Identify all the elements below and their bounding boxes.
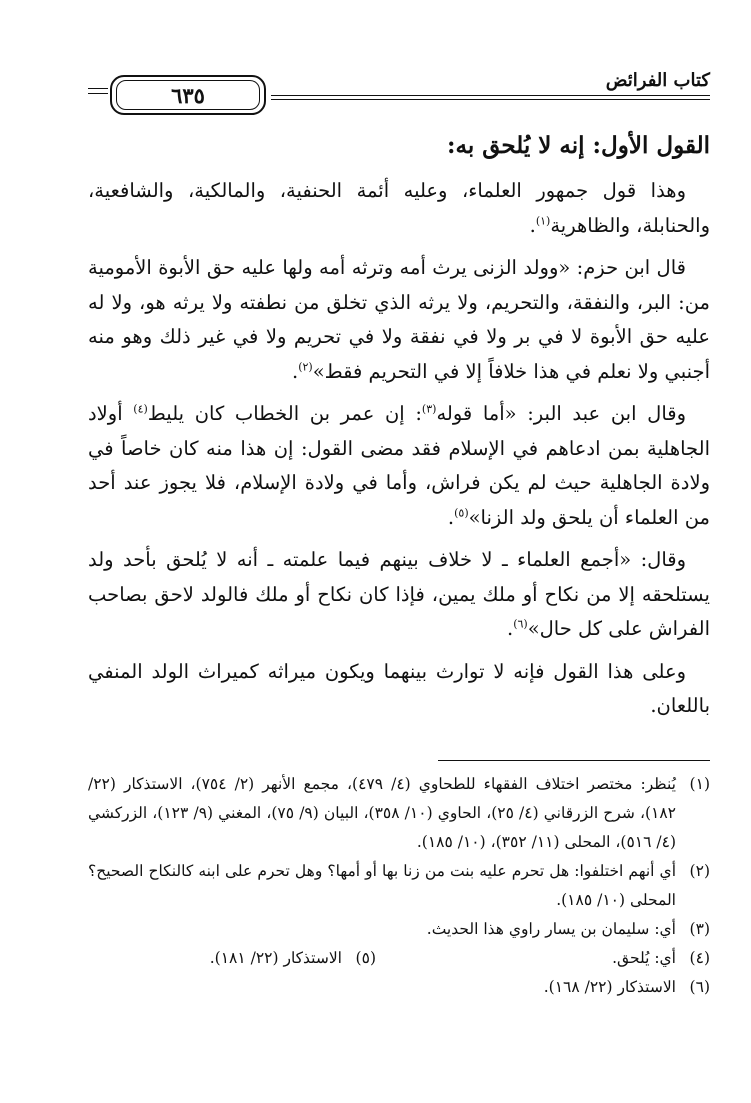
footnote-text: الاستذكار (٢٢/ ١٦٨). bbox=[543, 978, 676, 996]
footnote-text: الاستذكار (٢٢/ ١٨١). bbox=[209, 949, 342, 967]
footnote-number: (٣) bbox=[689, 920, 710, 938]
paragraph bbox=[88, 397, 710, 535]
paragraph: وعلى هذا القول فإنه لا توارث بينهما ويكون ميراثه كميراث الولد المنفي باللعان. bbox=[88, 659, 710, 717]
footnote-item bbox=[88, 857, 710, 915]
paragraph-text: أولاد الجاهلية بمن ادعاهم في الإسلام فقد مضى القول: إن هذا منه كان خاصاً في ولادة الجاهلية حيث لم يكن فراش، وأما في ولادة الإسلام، فلا يجوز عند أحد من العلماء أن يلحق ولد الزنا» bbox=[88, 402, 710, 529]
paragraph-end: . bbox=[506, 617, 514, 640]
footnotes bbox=[88, 770, 710, 1002]
paragraph-text: : إن عمر بن الخطاب كان يليط bbox=[147, 402, 422, 425]
paragraph-text: قال ابن حزم: «وولد الزنى يرث أمه وترثه أمه ولها عليه حق الأبوة الأمومية من: البر، والنفقة، والتحريم، ولا يرثه الذي تخلق من نطفته ولا يرثه هو، ولا له عليه حق الأبوة لا في بر ولا في نفقة ولا في تحريم ولا في غير ذلك وهو منه أجنبي ولا نعلم في هذا خلافاً إلا في التحريم فقط» bbox=[88, 256, 710, 383]
footnote-number: (٤) bbox=[689, 949, 710, 967]
main-text bbox=[88, 124, 710, 732]
footnote-ref[interactable]: (٢) bbox=[298, 360, 313, 373]
paragraph-end: . bbox=[447, 505, 455, 529]
footnote-item bbox=[376, 944, 710, 973]
page-number: ٦٣٥ bbox=[116, 80, 260, 110]
footnote-item bbox=[42, 944, 376, 973]
footnote-number: (٦) bbox=[689, 978, 710, 996]
paragraph-text: وهذا قول جمهور العلماء، وعليه أئمة الحنفية، والمالكية، والشافعية، والحنابلة، والظاهرية bbox=[88, 179, 710, 237]
paragraph-end: . bbox=[291, 359, 299, 383]
book-title: كتاب الفرائض bbox=[605, 70, 710, 91]
footnote-number: (١) bbox=[689, 775, 710, 793]
page-number-frame bbox=[110, 75, 266, 115]
footnote-ref[interactable]: (٦) bbox=[513, 617, 528, 631]
footnote-ref[interactable]: (٤) bbox=[133, 402, 148, 416]
footnote-item bbox=[88, 973, 710, 1002]
paragraph bbox=[88, 543, 710, 647]
footnote-text: أي: سليمان بن يسار راوي هذا الحديث. bbox=[426, 920, 676, 938]
footnote-text: أي: يُلحق. bbox=[612, 949, 676, 967]
header-rule bbox=[271, 99, 710, 100]
footnote-number: (٢) bbox=[689, 862, 710, 880]
footnote-row bbox=[88, 944, 710, 973]
paragraph bbox=[88, 174, 710, 243]
paragraph-end: . bbox=[529, 213, 536, 237]
header-rule bbox=[271, 95, 710, 96]
footnote-item bbox=[88, 915, 710, 944]
header-rule bbox=[88, 93, 108, 94]
footnote-ref[interactable]: (١) bbox=[535, 214, 551, 227]
footnote-separator bbox=[438, 760, 710, 761]
page-header bbox=[88, 62, 710, 120]
header-rule bbox=[88, 88, 108, 89]
paragraph bbox=[88, 251, 710, 389]
footnote-text: أي أنهم اختلفوا: هل تحرم عليه بنت من زنا بها أو أمها؟ وهل تحرم على ابنه كالنكاح الصحيح؟ المحلى (١٠/ ١٨٥). bbox=[88, 862, 676, 909]
footnote-number: (٥) bbox=[355, 949, 376, 967]
footnote-text: يُنظر: مختصر اختلاف الفقهاء للطحاوي (٤/ ٤٧٩)، مجمع الأنهر (٢/ ٧٥٤)، الاستذكار (٢٢/ ١٨٢)، شرح الزرقاني (٤/ ٢٥)، الحاوي (١٠/ ٣٥٨)، البيان (٩/ ٧٥)، المغني (٩/ ١٢٣)، الزركشي (٤/ ٥١٦)، المحلى (١١/ ٣٥٢)، (١٠/ ١٨٥). bbox=[88, 775, 676, 851]
footnote-item bbox=[88, 770, 710, 857]
section-heading: القول الأول: إنه لا يُلحق به: bbox=[447, 132, 710, 159]
paragraph-text: وقال: «أجمع العلماء ـ لا خلاف بينهم فيما علمته ـ أنه لا يُلحق بأحد ولد يستلحقه إلا من نكاح أو ملك يمين، فإذا كان نكاح أو ملك فالولد لاحق بصاحب الفراش على كل حال» bbox=[88, 548, 710, 640]
paragraph-text: وقال ابن عبد البر: «أما قوله bbox=[436, 402, 686, 425]
footnote-ref[interactable]: (٣) bbox=[421, 402, 437, 416]
footnote-ref[interactable]: (٥) bbox=[454, 506, 469, 519]
